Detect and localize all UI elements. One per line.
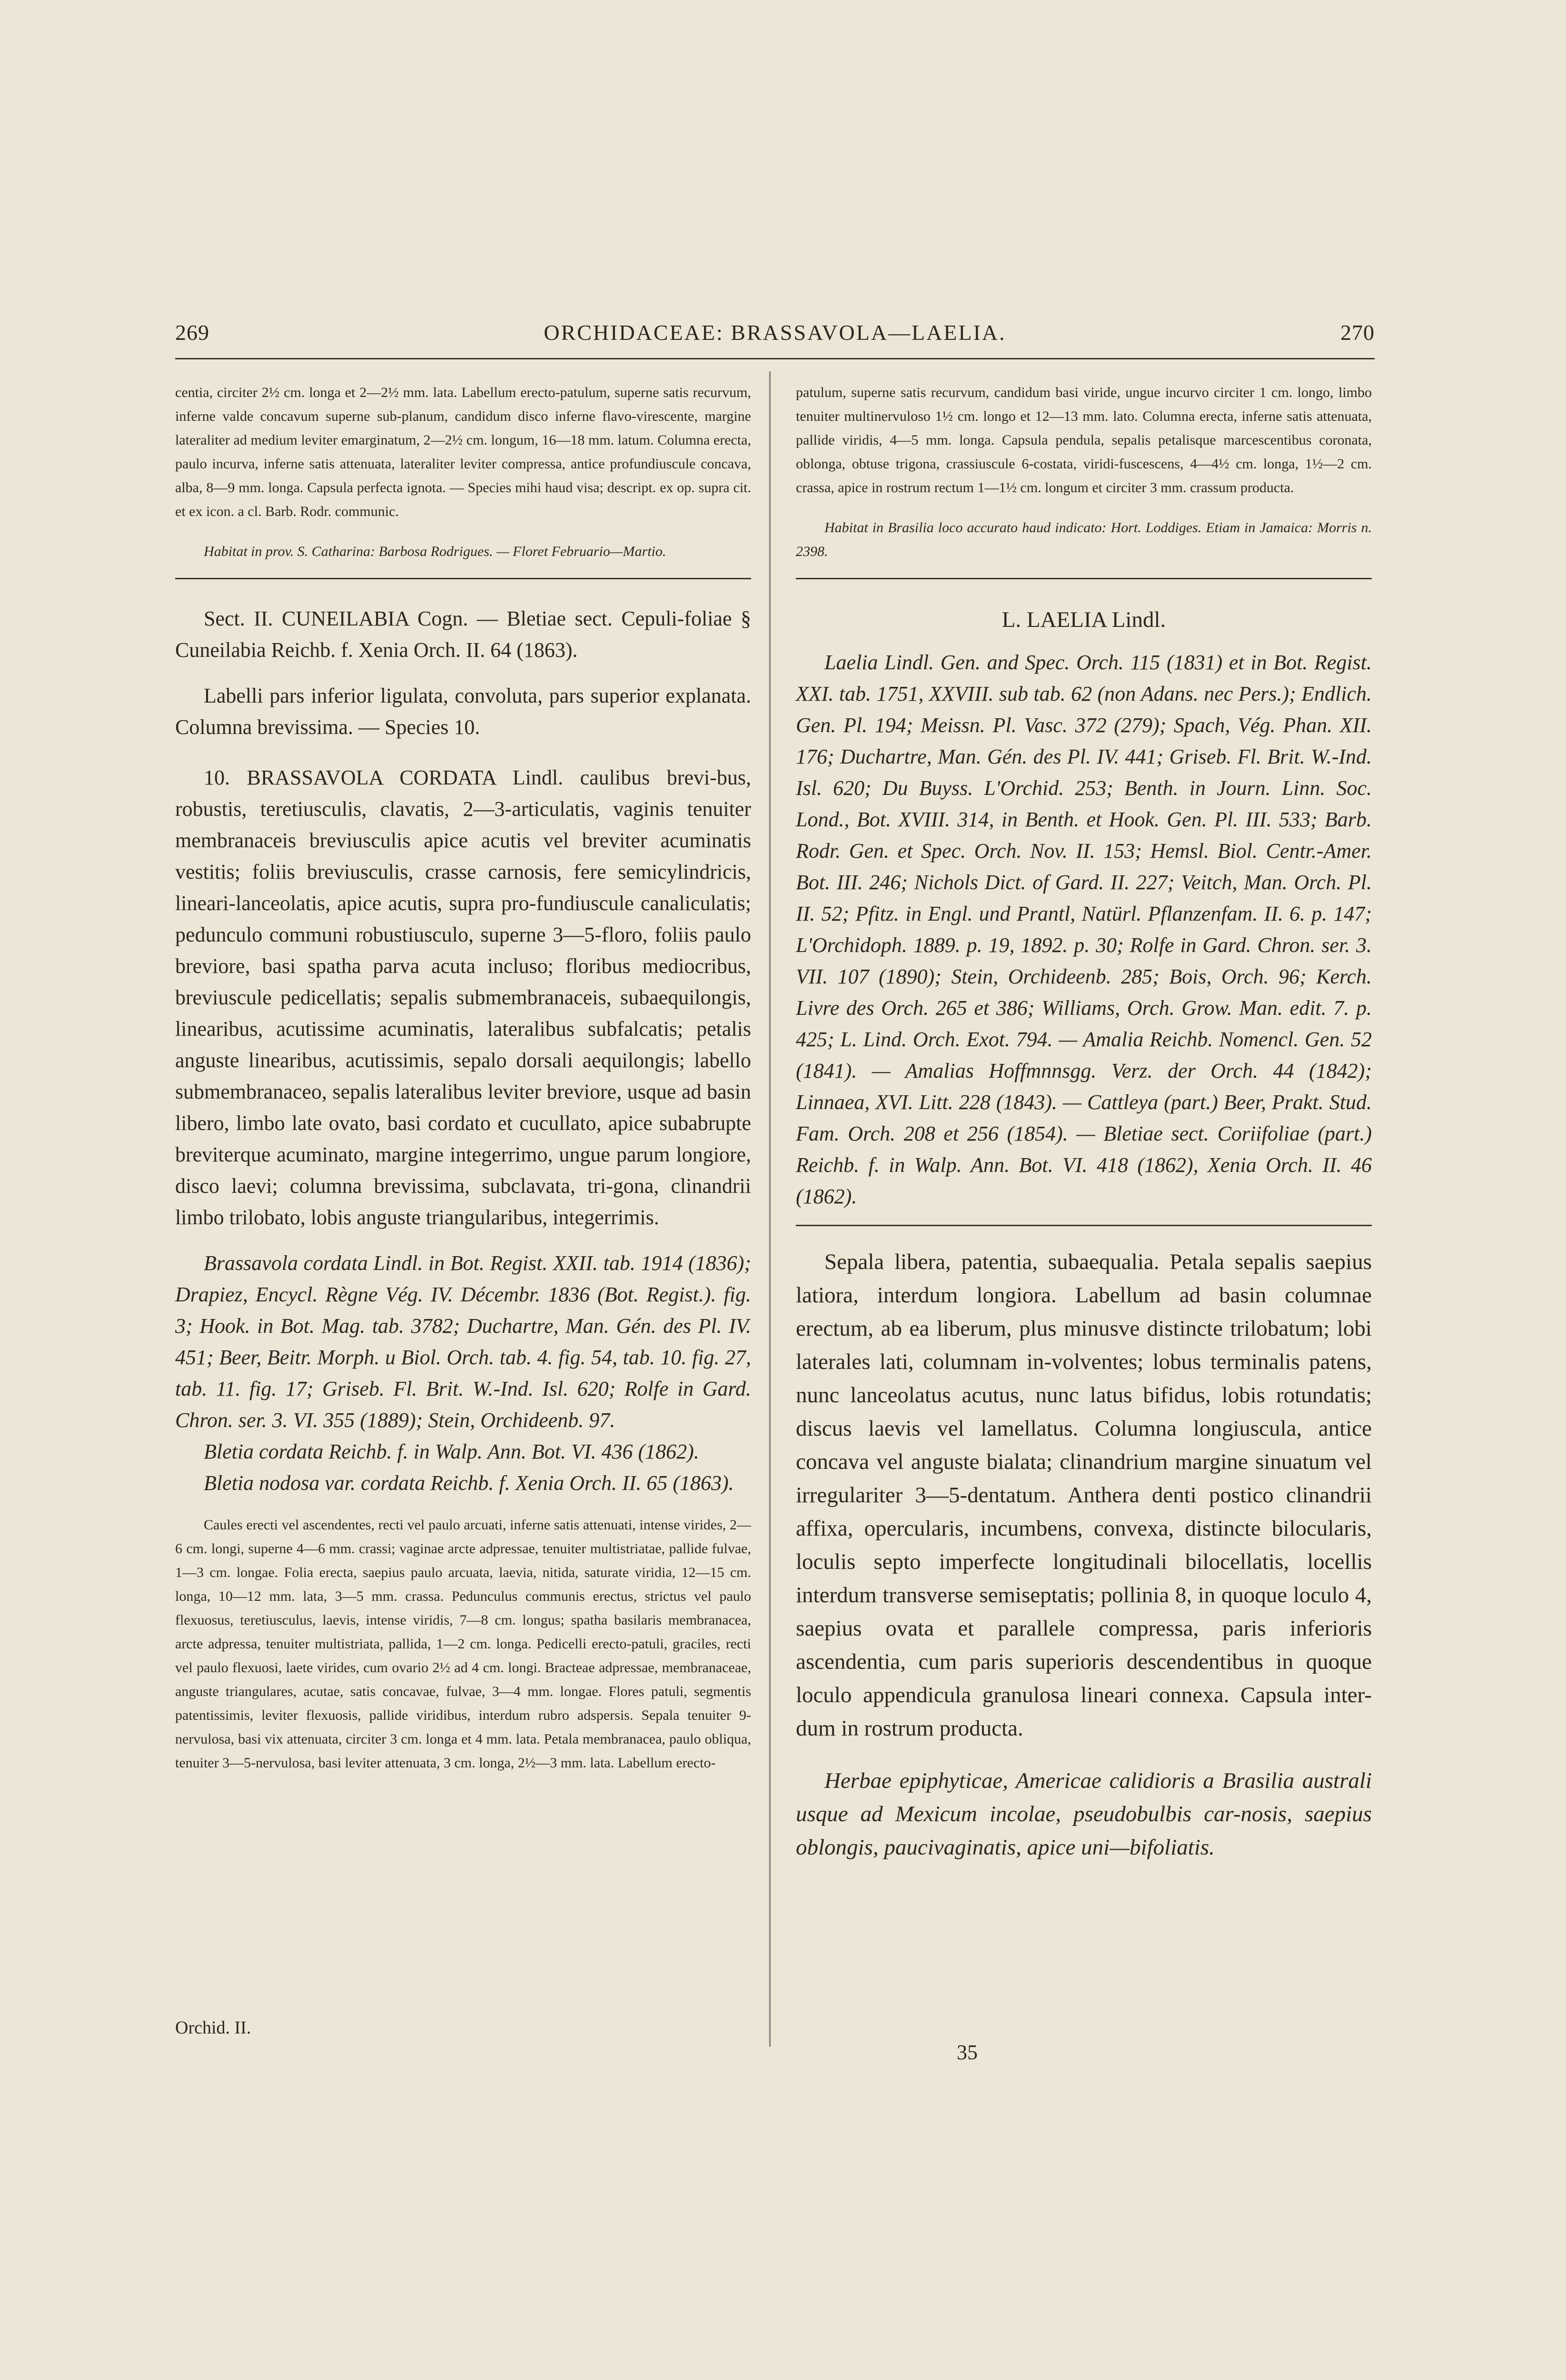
detailed-description: Caules erecti vel ascendentes, recti vel paulo arcuati, inferne satis attenuati, intense virides, 2—6 cm. longi, superne 4—6 mm. crassi; vaginae arcte adpressae, tenuiter multistriatae, pallide fulvae, 1—3 cm. longae. Folia erecta, saepius paulo arcuata, laevia, nitida, saturate viridia, 12—15 cm. longa, 10—12 mm. lata, 3—5 mm. crassa. Pedunculus communis erectus, strictus vel paulo flexuosus, teretiusculus, laevis, intense viridis, 7—8 cm. longus; spatha basilaris membranacea, arcte adpressa, tenuiter multistriata, pallida, 1—2 cm. longa. Pedicelli erecto-patuli, graciles, recti vel paulo flexuosi, laete virides, cum ovario 2½ ad 4 cm. longi. Bracteae adpressae, membranaceae, anguste triangulares, acutae, satis concavae, fulvae, 3—4 mm. longae. Flores patuli, segmentis patentissimis, leviter flexuosis, pallide viridibus, interdum rubro adspersis. Sepala tenuiter 9-nervulosa, basi vix attenuata, circiter 3 cm. longa et 4 mm. lata. Petala membranacea, paulo obliqua, tenuiter 3—5-nervulosa, basi leviter attenuata, 3 cm. longa, 2½—3 mm. lata. Labellum erecto- — [175, 1517, 751, 1771]
habitat-note-right: Habitat in Brasilia loco accurato haud indicato: Hort. Loddiges. Etiam in Jamaica: Morris n. 2398. — [796, 520, 1372, 559]
page-number-left: 269 — [175, 320, 209, 345]
section-diagnosis: Labelli pars inferior ligulata, convoluta, pars superior explanata. Columna brevissima. — Species 10. — [175, 684, 751, 739]
genus-description: Sepala libera, patentia, subaequalia. Petala sepalis saepius latiora, interdum longiora. Labellum ad basin columnae erectum, ab ea liberum, plus minusve distincte trilobatum; lobi laterales lati, columnam in-volventes; lobus terminalis patens, nunc lanceolatus acutus, nunc latus bifidus, lobis rotundatis; discus laevis vel lamellatus. Columna longiuscula, antice concava vel anguste bialata; clinandrium margine sinuatum vel irregulariter 3—5-dentatum. Anthera denti postico clinandrii affixa, opercularis, incumbens, convexa, distincte bilocularis, loculis septo imperfecte longitudinali bilocellatis, locellis interdum transverse semiseptatis; pollinia 8, in quoque loculo 4, saepius ovata et parallele compressa, paris inferioris ascendentia, cum paris superioris descendentibus in quoque loculo appendicula granulosa lineari connexa. Capsula inter-dum in rostrum producta. — [796, 1250, 1372, 1741]
genus-heading: L. LAELIA Lindl. — [1001, 607, 1166, 632]
section-heading: Sect. II. CUNEILABIA Cogn. — Bletiae sect. Cepuli-foliae § Cuneilabia Reichb. f. Xenia Orch. II. 64 (1863). — [175, 607, 751, 662]
continued-description: centia, circiter 2½ cm. longa et 2—2½ mm. lata. Labellum erecto-patulum, superne satis recurvum, inferne valde concavum superne sub-planum, candidum disco inferne flavo-virescente, margine lateraliter ad medium leviter emarginatum, 2—2½ cm. longum, 16—18 mm. latum. Columna erecta, paulo incurva, inferne satis attenuata, lateraliter leviter compressa, antice profundiuscule concava, alba, 8—9 mm. longa. Capsula perfecta ignota. — Species mihi haud visa; descript. ex op. supra cit. et ex icon. a cl. Barb. Rodr. communic. — [175, 385, 751, 519]
continued-description-right: patulum, superne satis recurvum, candidum basi viride, ungue incurvo circiter 1 cm. longo, limbo tenuiter multinervuloso 1½ cm. longo et 12—13 mm. lato. Columna erecta, inferne satis attenuata, pallide viridis, 4—5 mm. longa. Capsula pendula, sepalis petalisque marcescentibus coronata, oblonga, obtuse trigona, crassiuscule 6-costata, viridi-fuscescens, 4—4½ cm. longa, 1½—2 cm. crassa, apice in rostrum rectum 1—1½ cm. longum et circiter 3 mm. crassum producta. — [796, 385, 1372, 496]
synonymy-3: Bletia nodosa var. cordata Reichb. f. Xenia Orch. II. 65 (1863). — [204, 1471, 734, 1495]
signature-mark: Orchid. II. — [175, 2018, 251, 2038]
synonymy-2: Bletia cordata Reichb. f. in Walp. Ann. Bot. VI. 436 (1862). — [204, 1440, 699, 1463]
left-column — [175, 381, 751, 1775]
section-rule — [175, 578, 751, 579]
running-title: ORCHIDACEAE: BRASSAVOLA—LAELIA. — [544, 320, 1006, 345]
column-divider — [769, 371, 774, 2047]
genus-habit: Herbae epiphyticae, Americae calidioris a Brasilia australi usque ad Mexicum incolae, pseudobulbis car-nosis, saepius oblongis, paucivaginatis, apice uni—bifoliatis. — [796, 1768, 1372, 1860]
species-description: 10. BRASSAVOLA CORDATA Lindl. caulibus brevi-bus, robustis, teretiusculis, clavatis, 2—3-articulatis, vaginis tenuiter membranaceis breviusculis apice acutis vel breviter acuminatis vestitis; foliis breviusculis, crasse carnosis, fere semicylindricis, lineari-lanceolatis, apice acutis, supra pro-fundiuscule canaliculatis; pedunculo communi robustiusculo, superne 3—5-floro, foliis paulo breviore, basi spatha parva acuta incluso; floribus mediocribus, breviuscule pedicellatis; sepalis submembranaceis, subaequilongis, linearibus, acutissime acuminatis, lateralibus subfalcatis; petalis anguste linearibus, acutissimis, sepalo dorsali aequilongis; labello submembranaceo, sepalis lateralibus leviter breviore, usque ad basin libero, limbo late ovato, basi cordato et cucullato, apice subabrupte breviterque acuminato, margine integerrimo, ungue parum longiore, disco laevi; columna brevissima, subclavata, tri-gona, clinandrii limbo trilobato, lobis anguste triangularibus, integerrimis. — [175, 766, 751, 1229]
running-header — [175, 320, 1375, 353]
synonymy-1: Brassavola cordata Lindl. in Bot. Regist. XXII. tab. 1914 (1836); Drapiez, Encycl. Règne Vég. IV. Décembr. 1836 (Bot. Regist.). fig. 3; Hook. in Bot. Mag. tab. 3782; Duchartre, Man. Gén. des Pl. IV. 451; Beer, Beitr. Morph. u Biol. Orch. tab. 4. fig. 54, tab. 10. fig. 27, tab. 11. fig. 17; Griseb. Fl. Brit. W.-Ind. Isl. 620; Rolfe in Gard. Chron. ser. 3. VI. 355 (1889); Stein, Orchideenb. 97. — [175, 1251, 751, 1432]
genus-rule — [796, 1225, 1372, 1226]
habitat-note: Habitat in prov. S. Catharina: Barbosa Rodrigues. — Floret Februario—Martio. — [204, 544, 666, 559]
sheet-number: 35 — [957, 2041, 978, 2064]
right-column — [796, 381, 1372, 1864]
section-rule-right — [796, 578, 1372, 579]
header-rule — [175, 358, 1375, 359]
genus-references: Laelia Lindl. Gen. and Spec. Orch. 115 (1831) et in Bot. Regist. XXI. tab. 1751, XXVIII. sub tab. 62 (non Adans. nec Pers.); Endlich. Gen. Pl. 194; Meissn. Pl. Vasc. 372 (279); Spach, Vég. Phan. XII. 176; Duchartre, Man. Gén. des Pl. IV. 441; Griseb. Fl. Brit. W.-Ind. Isl. 620; Du Buyss. L'Orchid. 253; Benth. in Journ. Linn. Soc. Lond., Bot. XVIII. 314, in Benth. et Hook. Gen. Pl. III. 533; Barb. Rodr. Gen. et Spec. Orch. Nov. II. 153; Hemsl. Biol. Centr.-Amer. Bot. III. 246; Nichols Dict. of Gard. II. 227; Veitch, Man. Orch. Pl. II. 52; Pfitz. in Engl. und Prantl, Natürl. Pflanzenfam. II. 6. p. 147; L'Orchidoph. 1889. p. 19, 1892. p. 30; Rolfe in Gard. Chron. ser. 3. VII. 107 (1890); Stein, Orchideenb. 285; Bois, Orch. 96; Kerch. Livre des Orch. 265 et 386; Williams, Orch. Grow. Man. edit. 7. p. 425; L. Lind. Orch. Exot. 794. — Amalia Reichb. Nomencl. Gen. 52 (1841). — Amalias Hoffmnnsgg. Verz. der Orch. 44 (1842); Linnaea, XVI. Litt. 228 (1843). — Cattleya (part.) Beer, Prakt. Stud. Fam. Orch. 208 et 256 (1854). — Bletiae sect. Coriifoliae (part.) Reichb. f. in Walp. Ann. Bot. VI. 418 (1862), Xenia Orch. II. 46 (1862). — [796, 651, 1372, 1208]
page-number-right: 270 — [1340, 320, 1375, 345]
